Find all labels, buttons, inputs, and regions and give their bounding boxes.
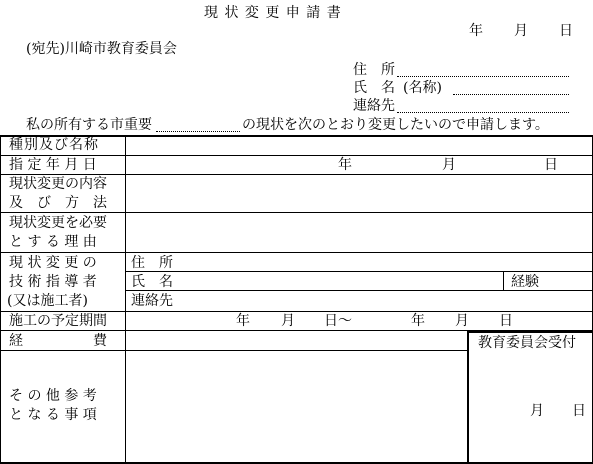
- statement-prefix: 私の所有する市重要: [26, 117, 152, 133]
- schedule-from-day: 日〜: [324, 313, 352, 329]
- supervisor-name-label: 氏 名: [131, 274, 173, 290]
- designation-day-label: 日: [544, 157, 558, 173]
- property-name-field[interactable]: [156, 131, 240, 132]
- row-label-designation-date: 指 定 年 月 日: [9, 157, 97, 173]
- row-label-supervisor-2: 技 術 指 導 者: [9, 274, 97, 290]
- schedule-from-month: 月: [281, 313, 295, 329]
- row-label-other-2: と な る 事 項: [9, 407, 97, 423]
- date-year-label: 年: [469, 23, 483, 39]
- supervisor-contact-label: 連絡先: [131, 293, 173, 309]
- supervisor-address-label: 住 所: [131, 255, 173, 271]
- row-divider: [0, 212, 593, 213]
- row-label-type-name: 種別及び名称: [9, 137, 99, 153]
- applicant-contact-label: 連絡先: [353, 98, 395, 114]
- row-label-cost: 経 費: [9, 333, 107, 349]
- row-divider: [0, 174, 593, 175]
- type-name-input[interactable]: [127, 137, 591, 154]
- row-divider: [0, 350, 468, 351]
- row-label-content-2: 及 び 方 法: [9, 195, 107, 211]
- row-label-supervisor-3: (又は施工者): [7, 293, 88, 309]
- statement-suffix: の現状を次のとおり変更したいので申請します。: [242, 117, 549, 133]
- supervisor-experience-label: 経験: [511, 274, 539, 290]
- table-left-border: [0, 135, 1, 464]
- row-label-schedule: 施工の予定期間: [9, 313, 107, 329]
- addressee: (宛先)川崎市教育委員会: [26, 41, 177, 57]
- row-divider: [125, 271, 593, 272]
- experience-divider: [503, 271, 504, 291]
- applicant-contact-field[interactable]: [397, 112, 569, 113]
- designation-month-label: 月: [442, 157, 456, 173]
- date-day-label: 日: [559, 23, 573, 39]
- cost-input[interactable]: [127, 332, 466, 349]
- date-month-label: 月: [514, 23, 528, 39]
- applicant-name-label: 氏 名: [353, 80, 395, 96]
- receipt-month-label: 月: [530, 403, 544, 419]
- content-method-input[interactable]: [127, 176, 591, 211]
- schedule-from-year: 年: [236, 313, 250, 329]
- applicant-address-field[interactable]: [397, 76, 569, 77]
- row-label-reason-2: と す る 理 由: [9, 234, 97, 250]
- applicant-address-label: 住 所: [353, 62, 395, 78]
- other-notes-input[interactable]: [127, 352, 466, 461]
- row-label-content-1: 現状変更の内容: [9, 176, 107, 192]
- row-divider: [0, 311, 593, 312]
- reason-input[interactable]: [127, 214, 591, 251]
- schedule-to-month: 月: [455, 313, 469, 329]
- row-divider: [0, 155, 593, 156]
- receipt-header: 教育委員会受付: [478, 335, 576, 351]
- row-label-supervisor-1: 現 状 変 更 の: [9, 255, 97, 271]
- row-divider: [125, 290, 593, 291]
- label-column-divider: [125, 135, 126, 464]
- applicant-name-note: (名称): [403, 80, 442, 96]
- row-divider: [0, 252, 593, 253]
- receipt-box-top: [468, 331, 593, 333]
- receipt-box-left: [467, 331, 469, 464]
- row-label-other-1: そ の 他 参 考: [9, 388, 97, 404]
- designation-year-label: 年: [338, 157, 352, 173]
- applicant-name-field[interactable]: [453, 94, 569, 95]
- schedule-to-day: 日: [499, 313, 513, 329]
- schedule-to-year: 年: [411, 313, 425, 329]
- receipt-day-label: 日: [572, 403, 586, 419]
- form-title: 現 状 変 更 申 請 書: [204, 5, 342, 21]
- row-label-reason-1: 現状変更を必要: [9, 215, 107, 231]
